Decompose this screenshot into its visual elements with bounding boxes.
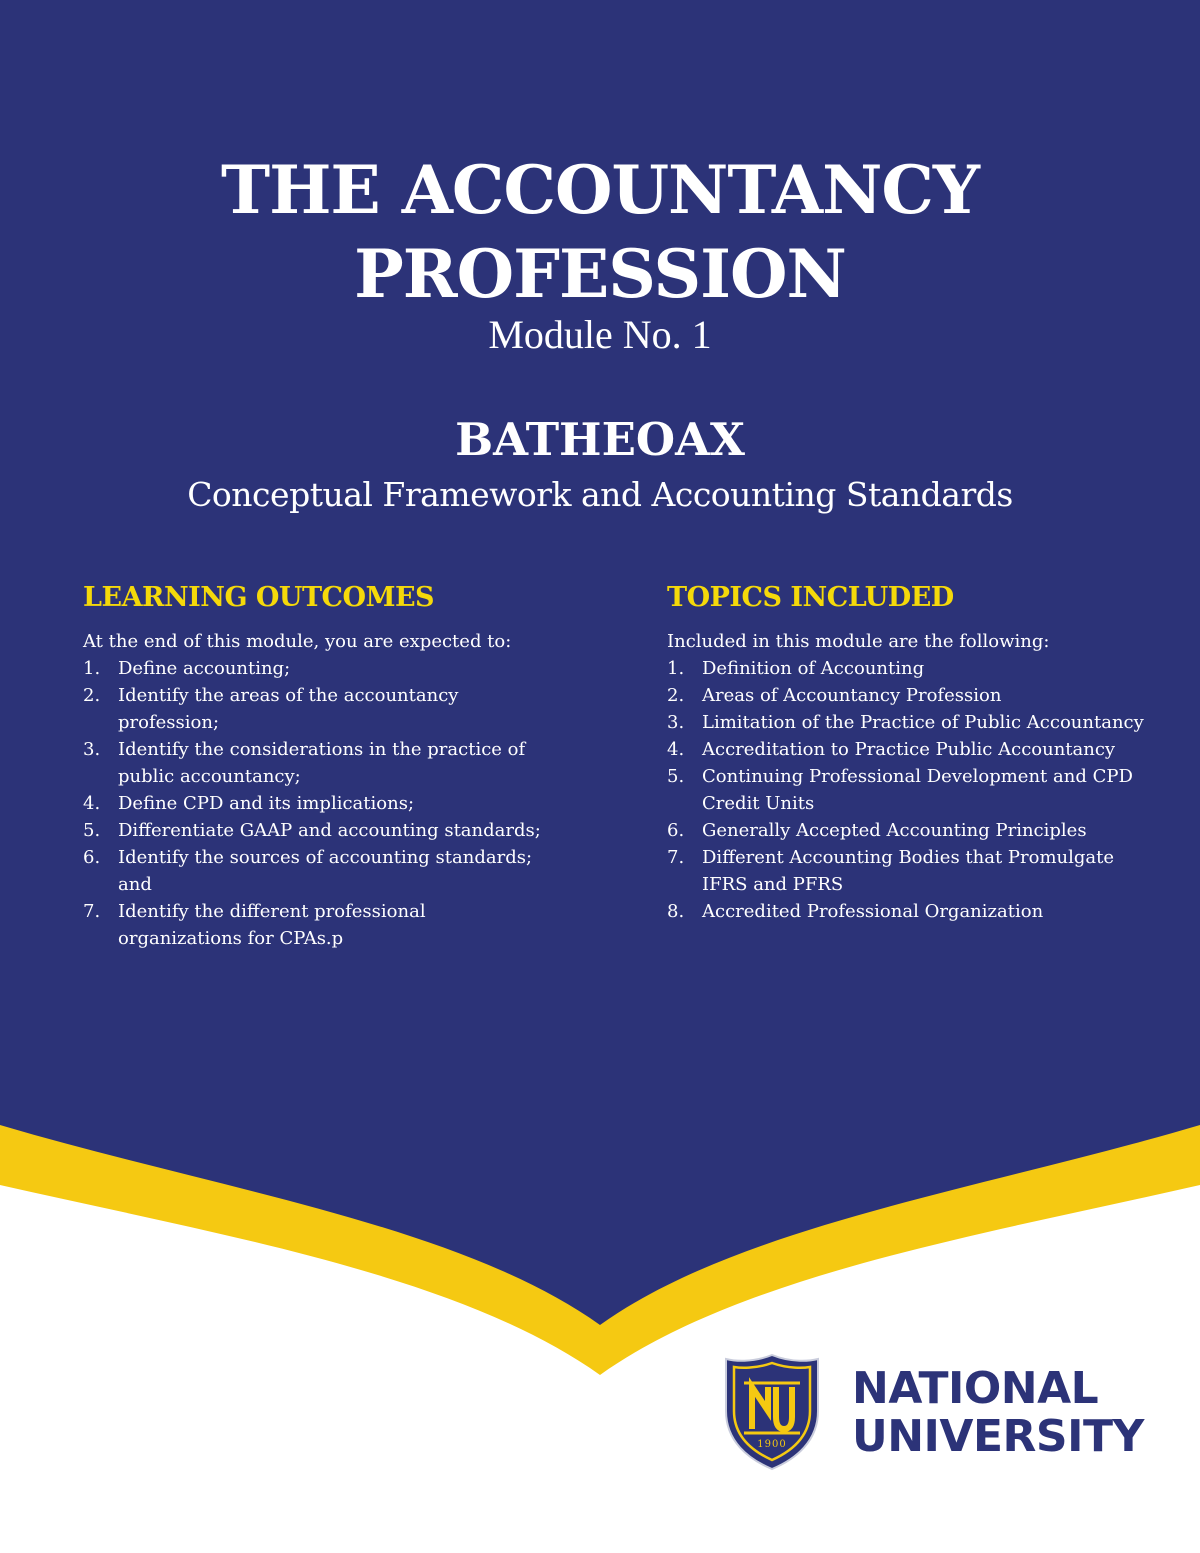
list-item (667, 655, 1157, 682)
learning-outcomes-section (83, 578, 553, 952)
item-number: 6. (83, 847, 101, 868)
topics-included-heading: TOPICS INCLUDED (667, 582, 954, 613)
item-text: Accredited Professional Organization (702, 901, 1044, 922)
logo-year: 1900 (757, 1439, 787, 1450)
list-item (667, 898, 1157, 925)
item-number: 8. (667, 901, 685, 922)
nu-crest-icon (722, 1353, 822, 1471)
list-item (83, 736, 553, 790)
learning-outcomes-list (83, 655, 553, 952)
item-number: 3. (667, 712, 685, 733)
item-number: 5. (667, 766, 685, 787)
item-text: Define CPD and its implications; (118, 793, 415, 814)
university-name-line-2: UNIVERSITY (852, 1411, 1144, 1462)
item-text: Generally Accepted Accounting Principles (702, 820, 1087, 841)
item-text: Differentiate GAAP and accounting standards; (118, 820, 541, 841)
topics-included-list (667, 655, 1157, 925)
list-item (667, 736, 1157, 763)
topics-included-section (667, 578, 1157, 925)
item-text: Define accounting; (118, 658, 291, 679)
university-name-line-1: NATIONAL (852, 1363, 1099, 1414)
item-text: Definition of Accounting (702, 658, 925, 679)
course-code: BATHEOAX (455, 413, 745, 466)
national-university-logo (722, 1353, 1142, 1473)
item-number: 2. (667, 685, 685, 706)
module-number: Module No. 1 (488, 312, 712, 357)
item-number: 4. (83, 793, 101, 814)
item-text: Areas of Accountancy Profession (702, 685, 1002, 706)
learning-outcomes-heading: LEARNING OUTCOMES (83, 582, 435, 613)
item-number: 2. (83, 685, 101, 706)
item-text: Identify the different professional organizations for CPAs.p (118, 901, 426, 949)
list-item (667, 844, 1157, 898)
item-number: 1. (83, 658, 101, 679)
item-text: Different Accounting Bodies that Promulgate IFRS and PFRS (702, 847, 1115, 895)
item-number: 5. (83, 820, 101, 841)
item-text: Identify the considerations in the practice of public accountancy; (118, 739, 526, 787)
document-title (0, 148, 1200, 316)
list-item (83, 682, 553, 736)
course-title: Conceptual Framework and Accounting Standards (187, 475, 1013, 514)
list-item (83, 817, 553, 844)
list-item (667, 682, 1157, 709)
item-text: Limitation of the Practice of Public Accountancy (702, 712, 1144, 733)
item-text: Identify the areas of the accountancy profession; (118, 685, 459, 733)
list-item (667, 763, 1157, 817)
item-text: Accreditation to Practice Public Accountancy (702, 739, 1116, 760)
item-text: Continuing Professional Development and CPD Credit Units (702, 766, 1133, 814)
item-number: 7. (83, 901, 101, 922)
item-number: 7. (667, 847, 685, 868)
title-line-2: PROFESSION (354, 235, 846, 313)
list-item (83, 790, 553, 817)
list-item (83, 844, 553, 898)
item-number: 6. (667, 820, 685, 841)
item-number: 1. (667, 658, 685, 679)
topics-included-intro: Included in this module are the following: (667, 631, 1050, 652)
list-item (667, 817, 1157, 844)
learning-outcomes-intro: At the end of this module, you are expected to: (83, 631, 512, 652)
list-item (667, 709, 1157, 736)
item-number: 3. (83, 739, 101, 760)
item-text: Identify the sources of accounting standards; and (118, 847, 533, 895)
list-item (83, 655, 553, 682)
university-name (852, 1365, 1144, 1461)
item-number: 4. (667, 739, 685, 760)
list-item (83, 898, 553, 952)
title-line-1: THE ACCOUNTANCY (220, 151, 980, 229)
